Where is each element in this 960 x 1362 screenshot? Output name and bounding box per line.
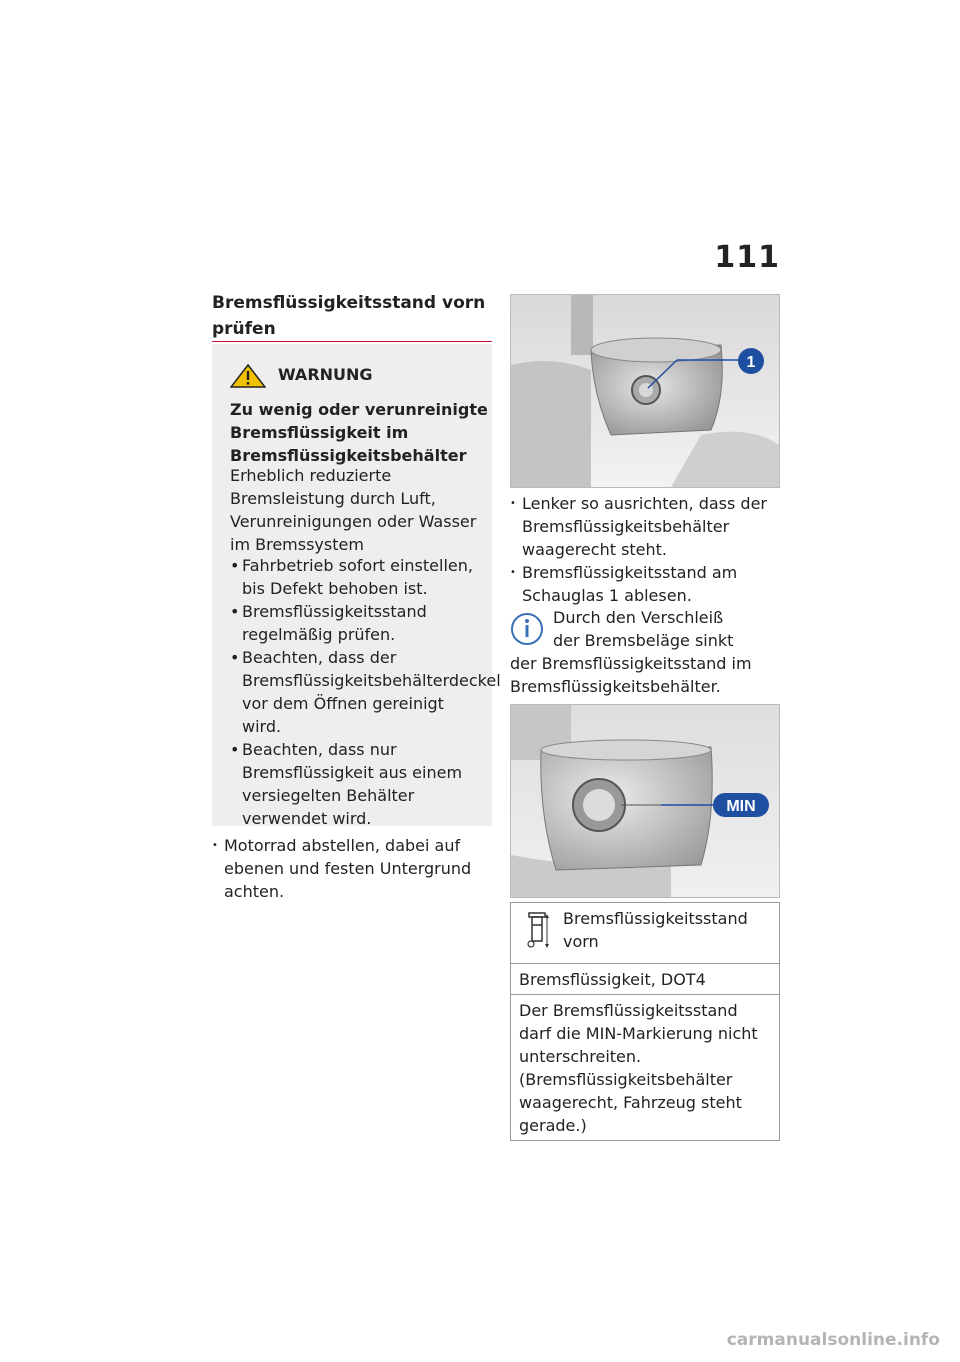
warning-label: WARNUNG [278,365,373,384]
reservoir-photo [510,294,780,488]
warning-list [230,554,501,830]
info-icon [510,610,546,646]
list-item: • Beachten, dass der Bremsflüssigkeitsbehälterdeckel vor dem Öffnen gereinigt wird. [230,646,488,738]
spec-heading-row [511,903,779,963]
list-item: • Bremsflüssigkeitsstand am Schauglas 1 ablesen. [510,561,780,607]
spec-fluid: Bremsflüssigkeit, DOT4 [511,963,779,994]
fluid-level-icon [525,911,551,949]
info-note [510,606,780,698]
watermark: carmanualsonline.info [726,1330,940,1350]
info-line-2: der Bremsbeläge sinkt [553,631,734,650]
sight-glass-illustration [511,705,779,897]
warning-header [230,364,490,388]
callout-label: 1 [746,354,756,371]
spec-heading: Bremsflüssigkeitsstand vorn [563,909,748,951]
list-item: • Bremsflüssigkeitsstand regelmäßig prüfen. [230,600,488,646]
list-item: • Beachten, dass nur Bremsflüssigkeit aus einem versiegelten Behälter verwendet wird. [230,738,488,830]
section-title: Bremsflüssigkeitsstand vorn prüfen [212,293,486,339]
spec-requirement: Der Bremsflüssigkeitsstand darf die MIN-Markierung nicht unterschreiten. (Bremsflüssigkeitsbehälter waagerecht, Fahrzeug steht gerade.) [511,994,779,1140]
info-rest: der Bremsflüssigkeitsstand im Bremsflüssigkeitsbehälter. [510,654,752,696]
list-item: • Lenker so ausrichten, dass der Bremsflüssigkeitsbehälter waagerecht steht. [510,492,780,561]
warning-text: Erheblich reduzierte Bremsleistung durch Luft, Verunreinigungen oder Wasser im Bremssystem [230,466,477,554]
spec-table [510,902,780,1141]
min-callout-label: MIN [726,798,756,815]
warning-triangle-icon [230,364,266,388]
page-number: 111 [714,240,780,275]
warning-title: Zu wenig oder verunreinigte Bremsflüssigkeit im Bremsflüssigkeitsbehälter [230,400,488,465]
title-rule [212,341,492,342]
sight-glass-photo [510,704,780,898]
list-item: • Fahrbetrieb sofort einstellen, bis Defekt behoben ist. [230,554,488,600]
reservoir-illustration [511,295,779,487]
list-item: • Motorrad abstellen, dabei auf ebenen und festen Untergrund achten. [212,834,492,903]
info-line-1: Durch den Verschleiß [553,608,724,627]
left-step-list [212,834,492,903]
right-step-list [510,492,780,607]
